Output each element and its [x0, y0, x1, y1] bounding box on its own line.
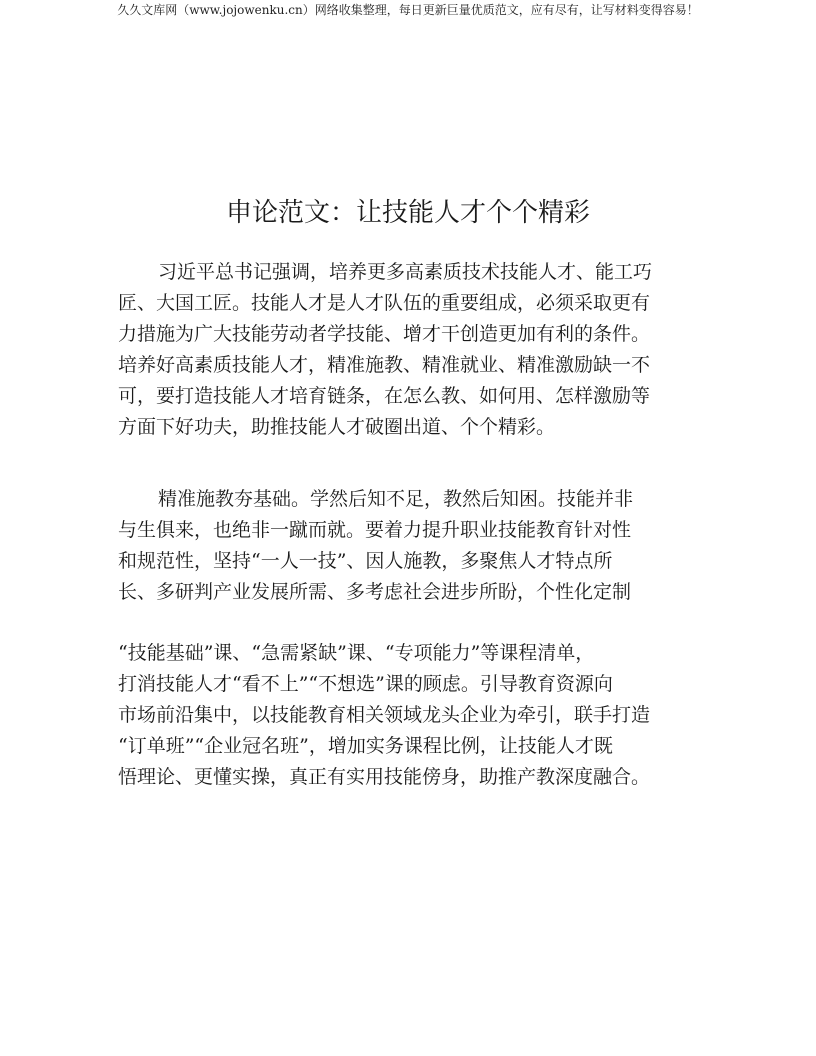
paragraph-line: 与生俱来，也绝非一蹴而就。要着力提升职业技能教育针对性	[118, 519, 632, 541]
paragraph-line: 习近平总书记强调，培养更多高素质技术技能人才、能工巧	[158, 261, 653, 283]
paragraph-line: 可，要打造技能人才培育链条，在怎么教、如何用、怎样激励等	[118, 385, 651, 407]
paragraph-line: 力措施为广大技能劳动者学技能、增才干创造更加有利的条件。	[118, 323, 651, 345]
paragraph-line: 长、多研判产业发展所需、多考虑社会进步所盼，个性化定制	[118, 581, 632, 603]
paragraph-line: 悟理论、更懂实操，真正有实用技能傍身，助推产教深度融合。	[118, 766, 651, 788]
paragraph-line: 和规范性，坚持“一人一技”、因人施教，多聚焦人才特点所	[118, 550, 613, 572]
paragraph-3	[118, 638, 718, 793]
paragraph-line: 培养好高素质技能人才，精准施教、精准就业、精准激励缺一不	[118, 354, 651, 376]
paragraph-line: 打消技能人才“看不上”“不想选”课的顾虑。引导教育资源向	[118, 673, 613, 695]
document-title: 申论范文：让技能人才个个精彩	[225, 198, 590, 228]
paragraph-line: 方面下好功夫，助推技能人才破圈出道、个个精彩。	[118, 416, 556, 438]
paragraph-1	[118, 257, 718, 443]
paragraph-2	[118, 484, 718, 608]
paragraph-line: “订单班”“企业冠名班”，增加实务课程比例，让技能人才既	[118, 735, 613, 757]
paragraph-line: 精准施教夯基础。学然后知不足，教然后知困。技能并非	[158, 488, 634, 510]
site-header-notice: 久久文库网（www.jojowenku.cn）网络收集整理，每日更新巨量优质范文，应有尽有，让写材料变得容易！	[117, 3, 699, 17]
paragraph-line: “技能基础”课、“急需紧缺”课、“专项能力”等课程清单，	[118, 642, 595, 664]
paragraph-line: 市场前沿集中，以技能教育相关领域龙头企业为牵引，联手打造	[118, 704, 651, 726]
paragraph-line: 匠、大国工匠。技能人才是人才队伍的重要组成，必须采取更有	[118, 292, 651, 314]
